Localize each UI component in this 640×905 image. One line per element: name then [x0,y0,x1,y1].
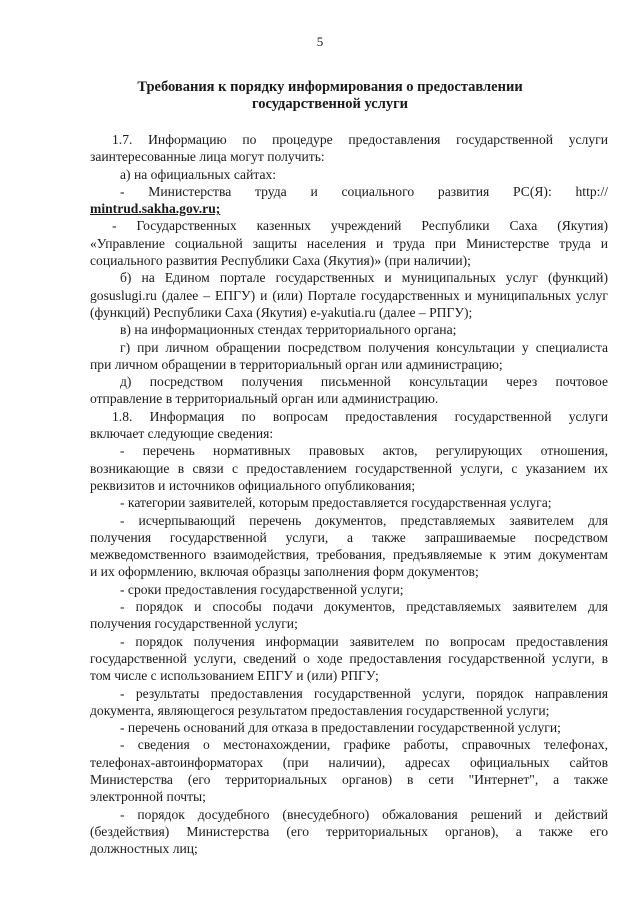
body-text-line: и их оформлению, включая образцы заполнения форм документов; [90,564,479,580]
body-text-line: получения государственной услуги, а также запрашиваемые посредством [90,529,608,545]
body-text-line: - исчерпывающий перечень документов, представляемых заявителем для [120,512,608,528]
body-text-line: - Министерства труда и социального развития РС(Я): http:// [120,183,608,199]
body-text-line: gosuslugi.ru (далее – ЕПГУ) и (или) Портале государственных и муниципальных услуг [90,287,608,303]
body-text-line: социального развития Республики Саха (Якутия)» (при наличии); [90,253,471,269]
body-text-line: «Управление социальной защиты населения и труда при Министерстве труда и [90,235,608,251]
body-text-line: 1.8. Информация по вопросам предоставления государственной услуги [112,408,608,424]
body-text-line: - перечень оснований для отказа в предоставлении государственной услуги; [120,720,561,736]
body-text-line: реквизитов и источников официального опубликования; [90,477,416,493]
body-text-line: а) на официальных сайтах: [120,166,277,182]
section-title-line-1: Требования к порядку информирования о предоставлении [137,79,523,95]
body-text-line: (бездействия) Министерства (его территориальных органов), а также его [90,823,608,839]
body-text-line: включает следующие сведения: [90,426,274,442]
body-text-line: б) на Едином портале государственных и муниципальных услуг (функций) [120,270,608,286]
section-title-line-2: государственной услуги [251,96,409,112]
body-text-line: г) при личном обращении посредством получения консультации у специалиста [120,339,608,355]
body-text-line: 1.7. Информацию по процедуре предоставления государственной услуги [112,132,608,147]
body-text-line: (функций) Республики Саха (Якутия) e-yakutia.ru (далее – РПГУ); [90,304,473,320]
body-text-line: государственной услуги, сведений о ходе предоставления государственной услуги, в [90,650,608,666]
body-text-line: заинтересованные лица могут получить: [90,149,325,165]
body-text-line: д) посредством получения письменной консультации через почтовое [120,374,608,390]
body-text-line: - Государственных казенных учреждений Республики Саха (Якутия) [112,218,608,234]
body-text-line: - сроки предоставления государственной услуги; [120,581,404,597]
body-text-line: Министерства (его территориальных органов) в сети "Интернет", а также [90,771,608,787]
body-text-line: электронной почты; [90,789,206,805]
body-text-line: должностных лиц; [90,841,198,857]
body-text-line: документа, являющегося результатом предоставления государственной услуги; [90,702,550,718]
body-text-line: отправление в территориальный орган или администрацию. [90,391,439,407]
page-number: 5 [316,34,324,49]
document-body [90,131,608,857]
body-text-line: - порядок получения информации заявителем по вопросам предоставления [120,633,608,649]
body-text-line: при личном обращении в территориальный орган или администрацию; [90,356,503,372]
body-text-line: в) на информационных стендах территориального органа; [120,322,457,338]
body-text-line: - категории заявителей, которым предоставляется государственная услуга; [120,495,552,511]
body-text-line: получения государственной услуги; [90,616,298,632]
section-title [60,79,600,113]
body-text-line: межведомственного взаимодействия, требования, предъявляемые к этим документам [90,547,608,563]
body-text-line: - результаты предоставления государственной услуги, порядок направления [120,685,608,701]
body-text-line: - сведения о местонахождении, графике работы, справочных телефонах, [120,737,608,753]
website-link[interactable]: mintrud.sakha.gov.ru; [90,201,221,217]
body-text-line: телефонах-автоинформаторах (при наличии), адресах официальных сайтов [90,754,608,770]
body-text-line: - порядок досудебного (внесудебного) обжалования решений и действий [120,806,608,822]
body-text-line: - перечень нормативных правовых актов, регулирующих отношения, [120,443,608,459]
body-text-line: том числе с использованием ЕПГУ и (или) РПГУ; [90,668,379,684]
body-text-line: - порядок и способы подачи документов, представляемых заявителем для [120,599,608,615]
body-text-line: возникающие в связи с предоставлением государственной услуги, с указанием их [90,460,608,476]
